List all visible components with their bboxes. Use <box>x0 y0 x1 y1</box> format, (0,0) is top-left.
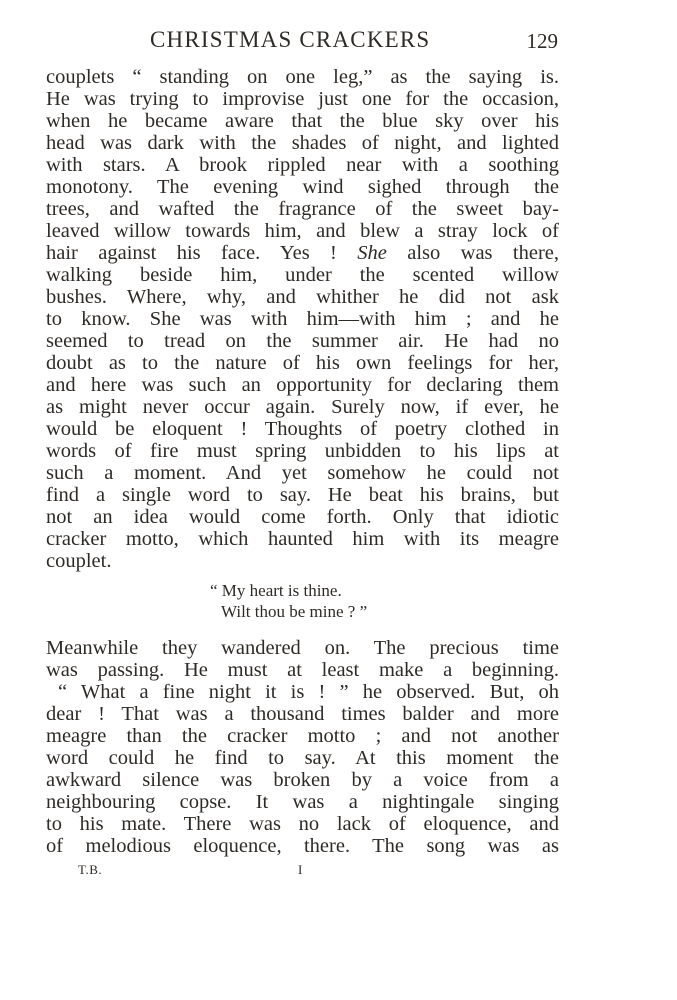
text-line: words of fire must spring unbidden to his lips at <box>46 440 559 462</box>
text-line: trees, and wafted the fragrance of the sweet bay- <box>46 198 559 220</box>
text-line: find a single word to say. He beat his brains, but <box>46 484 559 506</box>
text-line: to his mate. There was no lack of eloquence, and <box>46 813 559 835</box>
text-line: couplet. <box>46 550 112 572</box>
text-line: “ What a fine night it is ! ” he observed. But, oh <box>58 681 559 703</box>
text-line: leaved willow towards him, and blew a stray lock of <box>46 220 559 242</box>
text-line: seemed to tread on the summer air. He had no <box>46 330 559 352</box>
page-footer <box>78 862 318 882</box>
text-line: would be eloquent ! Thoughts of poetry clothed in <box>46 418 559 440</box>
text-line: He was trying to improvise just one for the occasion, <box>46 88 559 110</box>
gathering-number: I <box>298 862 303 877</box>
text-line: monotony. The evening wind sighed through the <box>46 176 559 198</box>
verse-quotation <box>210 580 367 622</box>
text-line: when he became aware that the blue sky over his <box>46 110 559 132</box>
text-line: not an idea would come forth. Only that idiotic <box>46 506 559 528</box>
text-line: walking beside him, under the scented willow <box>46 264 559 286</box>
text-line: to know. She was with him—with him ; and he <box>46 308 559 330</box>
text-line: was passing. He must at least make a beginning. <box>46 659 559 681</box>
text-line: word could he find to say. At this moment the <box>46 747 559 769</box>
signature-mark: T.B. <box>78 862 103 877</box>
text-line: hair against his face. Yes ! She also was there, <box>46 242 559 264</box>
text-line: meagre than the cracker motto ; and not another <box>46 725 559 747</box>
text-line: doubt as to the nature of his own feelings for her, <box>46 352 559 374</box>
text-line: awkward silence was broken by a voice from a <box>46 769 559 791</box>
text-line: as might never occur again. Surely now, if ever, he <box>46 396 559 418</box>
paragraph-2 <box>46 637 559 857</box>
text-line: such a moment. And yet somehow he could not <box>46 462 559 484</box>
paragraph-1 <box>46 66 559 572</box>
text-line: head was dark with the shades of night, and lighted <box>46 132 559 154</box>
verse-line-2: Wilt thou be mine ? ” <box>221 602 368 621</box>
text-line: with stars. A brook rippled near with a soothing <box>46 154 559 176</box>
page-number: 129 <box>526 29 558 53</box>
text-line: and here was such an opportunity for declaring them <box>46 374 559 396</box>
text-line: bushes. Where, why, and whither he did not ask <box>46 286 559 308</box>
text-line: cracker motto, which haunted him with its meagre <box>46 528 559 550</box>
text-line: dear ! That was a thousand times balder and more <box>46 703 559 725</box>
verse-line-1: “ My heart is thine. <box>210 581 342 600</box>
text-line: couplets “ standing on one leg,” as the saying is. <box>46 66 559 88</box>
text-line: of melodious eloquence, there. The song was as <box>46 835 559 857</box>
text-line: neighbouring copse. It was a nightingale singing <box>46 791 559 813</box>
text-line: Meanwhile they wandered on. The precious time <box>46 637 559 659</box>
running-title: CHRISTMAS CRACKERS <box>150 27 431 52</box>
emphasis-word: She <box>357 242 387 264</box>
running-head <box>46 26 566 56</box>
